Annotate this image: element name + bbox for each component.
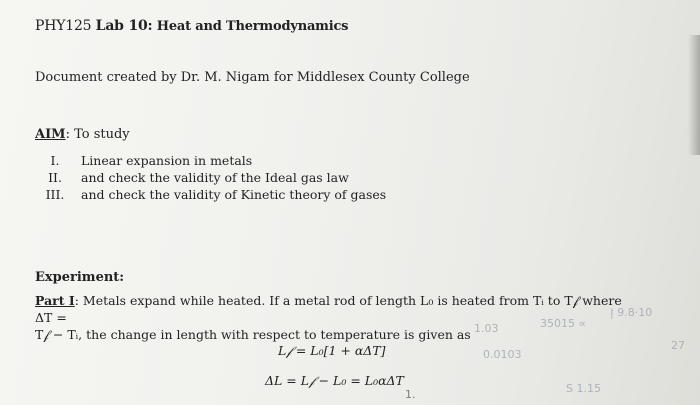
aim-heading [35, 127, 130, 142]
lab-title: Heat and Thermodynamics [156, 19, 349, 34]
aim-label: AIM [35, 127, 66, 142]
list-item-text: and check the validity of the Ideal gas law [81, 170, 349, 185]
handwritten-note: 35015 ∝ [540, 317, 587, 330]
handwritten-note: | 9.8·10 [610, 306, 653, 319]
equation-final-length: L𝒻 = L₀[1 + αΔT] [278, 343, 386, 358]
part-label: Part I [35, 293, 75, 308]
list-item-number: II. [48, 170, 62, 185]
equation-length-change: ΔL = L𝒻 − L₀ = L₀αΔT [265, 373, 404, 388]
handwritten-note: 0.0103 [483, 348, 522, 361]
handwritten-note: 1.03 [474, 322, 499, 335]
list-item-text: Linear expansion in metals [81, 153, 253, 168]
list-item-number: III. [45, 187, 65, 202]
handwritten-note: 1. [405, 388, 416, 401]
page-title [35, 18, 348, 34]
part-text-line-1: : Metals expand while heated. If a metal rod of length L₀ is heated from Tᵢ to T𝒻 where ΔT = [35, 293, 622, 325]
page-edge-shadow [688, 35, 700, 155]
list-item-text: and check the validity of Kinetic theory of gases [81, 187, 387, 202]
handwritten-note: S 1.15 [566, 382, 601, 395]
experiment-heading: Experiment: [35, 270, 125, 285]
list-item-number: I. [50, 153, 60, 168]
aim-text: : To study [65, 127, 130, 142]
author-credit: Document created by Dr. M. Nigam for Middlesex County College [35, 70, 470, 85]
handwritten-note: 27 [671, 339, 685, 352]
part-text-line-2: T𝒻 − Tᵢ, the change in length with respect to temperature is given as [35, 327, 471, 342]
course-code: PHY125 [35, 18, 92, 34]
lab-label: Lab 10: [95, 18, 153, 34]
